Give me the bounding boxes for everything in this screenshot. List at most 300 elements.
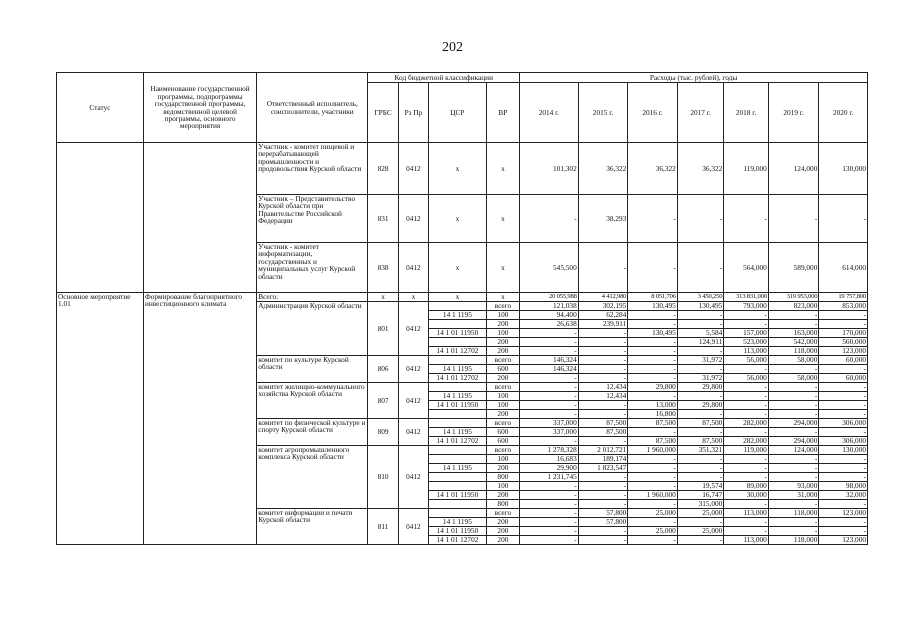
value-cell: 121,038 [520, 302, 579, 311]
header-year: 2015 г. [578, 83, 628, 143]
value-cell: 1 960,000 [628, 446, 678, 455]
value-cell: - [677, 392, 724, 401]
rzpr-cell: 0412 [398, 356, 428, 383]
csr-cell [429, 500, 487, 509]
value-cell: - [677, 347, 724, 356]
csr-cell: 14 1 1195 [429, 464, 487, 473]
header-year: 2017 г. [677, 83, 724, 143]
value-cell: 319 953,000 [768, 293, 819, 302]
vr-cell: 200 [486, 320, 519, 329]
value-cell: - [628, 500, 678, 509]
value-cell: 124,911 [677, 338, 724, 347]
value-cell: - [628, 311, 678, 320]
value-cell: 118,000 [768, 347, 819, 356]
value-cell: 31,972 [677, 356, 724, 365]
value-cell: 119,000 [724, 143, 768, 195]
value-cell: 57,800 [578, 509, 628, 518]
grbs-cell: 809 [368, 419, 398, 446]
csr-cell [429, 338, 487, 347]
value-cell: 1 278,328 [520, 446, 579, 455]
value-cell: 123,000 [819, 509, 868, 518]
rzpr-cell: 0412 [398, 302, 428, 356]
csr-cell: 14 1 01 12702 [429, 536, 487, 545]
value-cell: - [677, 518, 724, 527]
value-cell: 1 823,547 [578, 464, 628, 473]
value-cell: - [819, 195, 868, 243]
value-cell: 16,747 [677, 491, 724, 500]
grbs-cell: 807 [368, 383, 398, 419]
value-cell: - [520, 410, 579, 419]
value-cell: - [578, 374, 628, 383]
vr-cell: 600 [486, 365, 519, 374]
value-cell: 170,000 [819, 329, 868, 338]
csr-cell: 14 1 01 12702 [429, 347, 487, 356]
value-cell: 87,500 [628, 437, 678, 446]
vr-cell: всего [486, 383, 519, 392]
value-cell: 589,000 [768, 243, 819, 293]
value-cell: - [677, 473, 724, 482]
value-cell: - [819, 500, 868, 509]
value-cell: - [628, 455, 678, 464]
value-cell: - [724, 428, 768, 437]
value-cell: 19,574 [677, 482, 724, 491]
value-cell: 542,000 [768, 338, 819, 347]
value-cell: - [724, 320, 768, 329]
header-status: Статус [57, 73, 144, 143]
value-cell: - [677, 536, 724, 545]
value-cell: - [520, 500, 579, 509]
value-cell: - [768, 500, 819, 509]
grbs-cell: 806 [368, 356, 398, 383]
value-cell: - [677, 428, 724, 437]
value-cell: - [677, 243, 724, 293]
value-cell: 32,000 [819, 491, 868, 500]
csr-cell: х [429, 143, 487, 195]
value-cell: 239,911 [578, 320, 628, 329]
value-cell: 36,322 [578, 143, 628, 195]
page-number: 202 [442, 40, 463, 55]
value-cell: - [677, 455, 724, 464]
value-cell: - [819, 464, 868, 473]
value-cell: 124,000 [768, 446, 819, 455]
executor-cell: Участник – Представительство Курской области при Правительстве Российской Федерации [257, 195, 368, 243]
value-cell: - [578, 527, 628, 536]
value-cell: - [768, 410, 819, 419]
grbs-cell: х [368, 293, 398, 302]
header-budget-code: Код бюджетной классификации [368, 73, 520, 83]
value-cell: 294,000 [768, 419, 819, 428]
value-cell: 113,000 [724, 347, 768, 356]
value-cell: 36,322 [677, 143, 724, 195]
value-cell: 123,000 [819, 347, 868, 356]
header-year: 2014 г. [520, 83, 579, 143]
value-cell: 130,000 [819, 143, 868, 195]
csr-cell: 14 1 1195 [429, 311, 487, 320]
value-cell: - [724, 473, 768, 482]
value-cell: - [628, 482, 678, 491]
value-cell: 25,000 [628, 527, 678, 536]
value-cell: 16,800 [628, 410, 678, 419]
value-cell: 26,638 [520, 320, 579, 329]
value-cell: - [677, 365, 724, 374]
value-cell: 58,000 [768, 356, 819, 365]
value-cell: 2 012,721 [578, 446, 628, 455]
rzpr-cell: 0412 [398, 383, 428, 419]
value-cell: - [819, 365, 868, 374]
rzpr-cell: 0412 [398, 446, 428, 509]
value-cell: - [819, 518, 868, 527]
vr-cell: 200 [486, 491, 519, 500]
header-vr: ВР [486, 83, 519, 143]
value-cell: - [520, 374, 579, 383]
value-cell: 94,400 [520, 311, 579, 320]
value-cell: - [628, 374, 678, 383]
executor-cell: комитет жилищно-коммунального хозяйства Курской области [257, 383, 368, 419]
csr-cell: х [429, 293, 487, 302]
value-cell: 89,000 [724, 482, 768, 491]
value-cell: - [578, 329, 628, 338]
value-cell: - [628, 392, 678, 401]
value-cell: - [520, 392, 579, 401]
csr-cell: х [429, 195, 487, 243]
value-cell: 282,000 [724, 437, 768, 446]
value-cell: 93,000 [768, 482, 819, 491]
value-cell: - [819, 401, 868, 410]
csr-cell [429, 509, 487, 518]
vr-cell: х [486, 143, 519, 195]
value-cell: 3 450,250 [677, 293, 724, 302]
value-cell: - [819, 473, 868, 482]
csr-cell: 14 1 1195 [429, 392, 487, 401]
value-cell: - [628, 536, 678, 545]
value-cell: - [819, 410, 868, 419]
value-cell: - [628, 428, 678, 437]
vr-cell: всего [486, 302, 519, 311]
value-cell: - [520, 401, 579, 410]
vr-cell: 200 [486, 338, 519, 347]
csr-cell: х [429, 243, 487, 293]
value-cell: 60,000 [819, 374, 868, 383]
csr-cell: 14 1 01 11950 [429, 527, 487, 536]
value-cell: - [768, 428, 819, 437]
csr-cell: 14 1 01 11950 [429, 401, 487, 410]
table-header [57, 73, 868, 143]
vr-cell: 600 [486, 437, 519, 446]
header-year: 2020 г. [819, 83, 868, 143]
value-cell: - [578, 473, 628, 482]
rzpr-cell: х [398, 293, 428, 302]
name-cell [143, 143, 256, 293]
value-cell: - [628, 518, 678, 527]
value-cell: 56,000 [724, 356, 768, 365]
grbs-cell: 831 [368, 195, 398, 243]
vr-cell: х [486, 293, 519, 302]
vr-cell: 100 [486, 455, 519, 464]
value-cell: 87,500 [578, 419, 628, 428]
value-cell: - [578, 347, 628, 356]
value-cell: - [578, 365, 628, 374]
csr-cell [429, 410, 487, 419]
value-cell: 87,500 [578, 428, 628, 437]
grbs-cell: 810 [368, 446, 398, 509]
value-cell: - [578, 401, 628, 410]
value-cell: 58,000 [768, 374, 819, 383]
value-cell: 853,000 [819, 302, 868, 311]
value-cell: - [768, 455, 819, 464]
value-cell: - [578, 500, 628, 509]
vr-cell: всего [486, 509, 519, 518]
value-cell: 313 831,000 [724, 293, 768, 302]
value-cell: 29,800 [628, 383, 678, 392]
value-cell: 119,000 [724, 446, 768, 455]
grbs-cell: 828 [368, 143, 398, 195]
vr-cell: 200 [486, 536, 519, 545]
value-cell: - [819, 311, 868, 320]
value-cell: 124,000 [768, 143, 819, 195]
value-cell: - [520, 195, 579, 243]
value-cell: 29,800 [677, 401, 724, 410]
value-cell: - [628, 473, 678, 482]
value-cell: - [768, 527, 819, 536]
value-cell: - [520, 329, 579, 338]
value-cell: - [677, 410, 724, 419]
value-cell: 146,324 [520, 356, 579, 365]
value-cell: 36,322 [628, 143, 678, 195]
value-cell: 31,972 [677, 374, 724, 383]
value-cell: - [520, 437, 579, 446]
vr-cell: 100 [486, 329, 519, 338]
value-cell: 130,495 [628, 329, 678, 338]
value-cell: - [520, 527, 579, 536]
table-row [57, 143, 868, 195]
value-cell: 98,000 [819, 482, 868, 491]
value-cell: - [628, 338, 678, 347]
value-cell: 16,683 [520, 455, 579, 464]
csr-cell: 14 1 1195 [429, 428, 487, 437]
value-cell: 306,000 [819, 437, 868, 446]
value-cell: 25,000 [677, 509, 724, 518]
value-cell: - [768, 392, 819, 401]
value-cell: - [724, 392, 768, 401]
value-cell: 123,000 [819, 536, 868, 545]
value-cell: 793,000 [724, 302, 768, 311]
value-cell: 12,434 [578, 392, 628, 401]
value-cell: - [677, 320, 724, 329]
value-cell: - [768, 473, 819, 482]
executor-cell: комитет агропромышленного комплекса Курской области [257, 446, 368, 509]
value-cell: - [724, 401, 768, 410]
value-cell: 306,000 [819, 419, 868, 428]
value-cell: 20 055,988 [520, 293, 579, 302]
status-cell [57, 143, 144, 293]
vr-cell: всего [486, 356, 519, 365]
value-cell: 60,000 [819, 356, 868, 365]
value-cell: - [768, 401, 819, 410]
vr-cell: 100 [486, 482, 519, 491]
value-cell: - [724, 195, 768, 243]
vr-cell: 800 [486, 500, 519, 509]
header-year: 2016 г. [628, 83, 678, 143]
value-cell: 31,000 [768, 491, 819, 500]
value-cell: - [520, 518, 579, 527]
value-cell: - [628, 356, 678, 365]
value-cell: 189,174 [578, 455, 628, 464]
value-cell: - [578, 437, 628, 446]
value-cell: 62,284 [578, 311, 628, 320]
csr-cell [429, 446, 487, 455]
value-cell: - [724, 518, 768, 527]
csr-cell [429, 419, 487, 428]
value-cell: 130,495 [677, 302, 724, 311]
value-cell: 87,500 [677, 419, 724, 428]
executor-cell: комитет по культуре Курской области [257, 356, 368, 383]
value-cell: 564,000 [724, 243, 768, 293]
value-cell: - [819, 527, 868, 536]
vr-cell: 600 [486, 428, 519, 437]
value-cell: - [819, 392, 868, 401]
csr-cell [429, 320, 487, 329]
value-cell: - [520, 482, 579, 491]
value-cell: 545,500 [520, 243, 579, 293]
value-cell: - [819, 455, 868, 464]
value-cell: 101,302 [520, 143, 579, 195]
value-cell: - [628, 464, 678, 473]
value-cell: - [520, 536, 579, 545]
header-name: Наименование государственной программы, подпрограммы государственной программы, ведомственной целевой программы, основного мероприятия [143, 73, 256, 143]
rzpr-cell: 0412 [398, 195, 428, 243]
csr-cell [429, 302, 487, 311]
value-cell: - [724, 464, 768, 473]
value-cell: - [819, 428, 868, 437]
value-cell: - [628, 347, 678, 356]
csr-cell: 14 1 01 11950 [429, 491, 487, 500]
value-cell: 30,000 [724, 491, 768, 500]
rzpr-cell: 0412 [398, 509, 428, 545]
value-cell: 13,000 [628, 401, 678, 410]
value-cell: 614,000 [819, 243, 868, 293]
value-cell: - [578, 491, 628, 500]
name-cell: Формирование благоприятного инвестиционного климата [143, 293, 256, 545]
value-cell: 337,000 [520, 428, 579, 437]
vr-cell: 200 [486, 527, 519, 536]
vr-cell: х [486, 195, 519, 243]
csr-cell: 14 1 01 12702 [429, 374, 487, 383]
value-cell: 4 412,980 [578, 293, 628, 302]
header-year: 2018 г. [724, 83, 768, 143]
value-cell: 113,000 [724, 536, 768, 545]
vr-cell: 800 [486, 473, 519, 482]
value-cell: - [724, 527, 768, 536]
budget-table [56, 72, 868, 545]
value-cell: - [578, 338, 628, 347]
value-cell: - [677, 464, 724, 473]
value-cell: - [578, 243, 628, 293]
executor-cell: Всего: [257, 293, 368, 302]
value-cell: 25,000 [677, 527, 724, 536]
value-cell: - [724, 365, 768, 374]
csr-cell [429, 473, 487, 482]
value-cell: - [768, 518, 819, 527]
value-cell: 87,500 [628, 419, 678, 428]
value-cell: - [578, 482, 628, 491]
vr-cell: 100 [486, 311, 519, 320]
header-year: 2019 г. [768, 83, 819, 143]
value-cell: 823,000 [768, 302, 819, 311]
csr-cell: 14 1 01 12702 [429, 437, 487, 446]
csr-cell [429, 455, 487, 464]
value-cell: - [628, 243, 678, 293]
value-cell: 157,000 [724, 329, 768, 338]
value-cell: - [724, 311, 768, 320]
value-cell: 560,000 [819, 338, 868, 347]
value-cell: - [578, 536, 628, 545]
value-cell: 29,900 [520, 464, 579, 473]
value-cell: - [768, 195, 819, 243]
value-cell: - [819, 320, 868, 329]
value-cell: - [520, 509, 579, 518]
vr-cell: 200 [486, 518, 519, 527]
value-cell: - [520, 338, 579, 347]
value-cell: - [578, 410, 628, 419]
rzpr-cell: 0412 [398, 143, 428, 195]
vr-cell: 100 [486, 392, 519, 401]
grbs-cell: 811 [368, 509, 398, 545]
header-rzpr: Рз Пр [398, 83, 428, 143]
csr-cell: 14 1 1195 [429, 365, 487, 374]
rzpr-cell: 0412 [398, 243, 428, 293]
value-cell: 25,000 [628, 509, 678, 518]
value-cell: - [768, 383, 819, 392]
value-cell: 5,584 [677, 329, 724, 338]
table-body [57, 143, 868, 545]
value-cell: - [819, 383, 868, 392]
csr-cell [429, 383, 487, 392]
executor-cell: Администрация Курской области [257, 302, 368, 356]
value-cell: 1 960,000 [628, 491, 678, 500]
value-cell: 294,000 [768, 437, 819, 446]
executor-cell: Участник - комитет пищевой и перерабатывающей промышленности и продовольствия Курской области [257, 143, 368, 195]
value-cell: - [520, 383, 579, 392]
value-cell: 19 757,800 [819, 293, 868, 302]
rzpr-cell: 0412 [398, 419, 428, 446]
csr-cell: 14 1 1195 [429, 518, 487, 527]
value-cell: - [724, 500, 768, 509]
value-cell: - [628, 320, 678, 329]
value-cell: - [768, 311, 819, 320]
value-cell: 8 051,706 [628, 293, 678, 302]
vr-cell: 200 [486, 410, 519, 419]
value-cell: - [677, 311, 724, 320]
value-cell: - [578, 356, 628, 365]
value-cell: 118,000 [768, 536, 819, 545]
grbs-cell: 838 [368, 243, 398, 293]
vr-cell: 200 [486, 374, 519, 383]
value-cell: 87,500 [677, 437, 724, 446]
grbs-cell: 801 [368, 302, 398, 356]
table-row-total [57, 293, 868, 302]
executor-cell: Участник - комитет информатизации, государственных и муниципальных услуг Курской области [257, 243, 368, 293]
value-cell: - [768, 464, 819, 473]
csr-cell [429, 356, 487, 365]
value-cell: 57,800 [578, 518, 628, 527]
value-cell: 337,000 [520, 419, 579, 428]
value-cell: - [628, 195, 678, 243]
value-cell: 113,000 [724, 509, 768, 518]
executor-cell: комитет по физической культуре и спорту Курской области [257, 419, 368, 446]
vr-cell: 200 [486, 347, 519, 356]
value-cell: 38,293 [578, 195, 628, 243]
value-cell: 1 231,745 [520, 473, 579, 482]
